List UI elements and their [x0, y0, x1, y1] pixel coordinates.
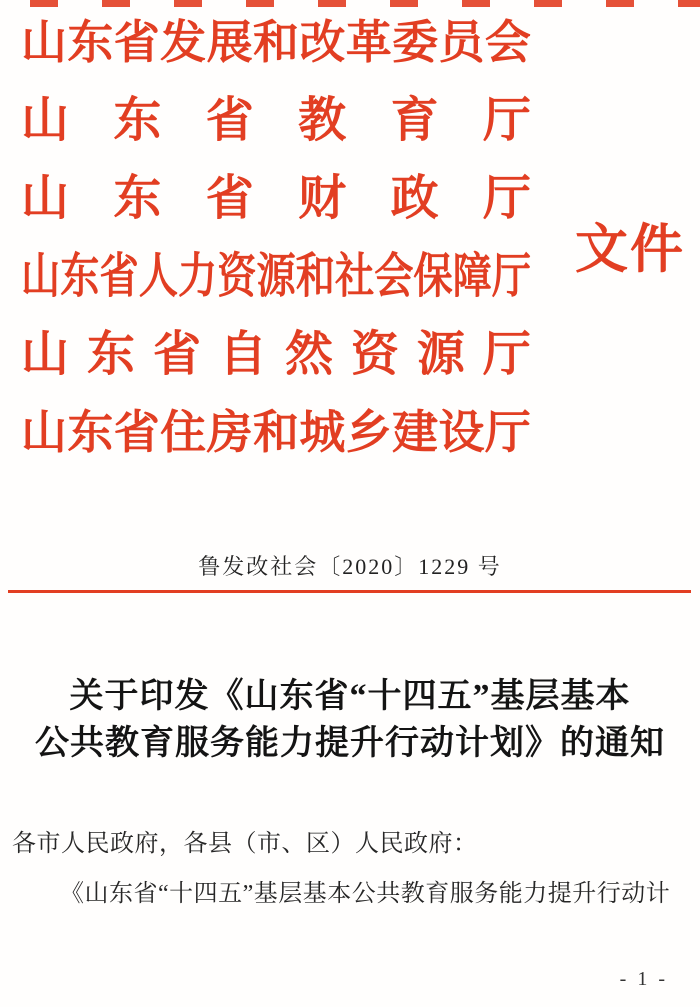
document-title-line-2: 公共教育服务能力提升行动计划》的通知 [35, 725, 665, 762]
agency-line-2: 山 东 省 教 育 厅 [21, 94, 531, 147]
body-paragraph: 《山东省“十四五”基层基本公共教育服务能力提升行动计 [60, 881, 671, 907]
agency-line-5: 山 东 省 自 然 资 源 厅 [21, 328, 531, 381]
document-title [0, 673, 700, 767]
page-number: - 1 - [619, 968, 668, 990]
red-header [21, 4, 700, 472]
salutation: 各市人民政府，各县（市、区）人民政府： [12, 831, 478, 857]
agency-line-6: 山 东 省 住 房 和 城 乡 建 设 厅 [21, 407, 531, 458]
document-body [12, 819, 690, 919]
document-label: 文件 [575, 221, 685, 279]
agency-line-3: 山 东 省 财 政 厅 [21, 172, 531, 225]
document-number: 鲁发改社会〔2020〕1229 号 [198, 554, 502, 579]
document-title-line-1: 关于印发《山东省“十四五”基层基本 [69, 678, 631, 715]
agency-line-1: 山 东 省 发 展 和 改 革 委 员 会 [21, 17, 531, 68]
agency-line-4: 山 东 省 人 力 资 源 和 社 会 保 障 厅 [21, 250, 532, 303]
red-divider [8, 590, 691, 593]
